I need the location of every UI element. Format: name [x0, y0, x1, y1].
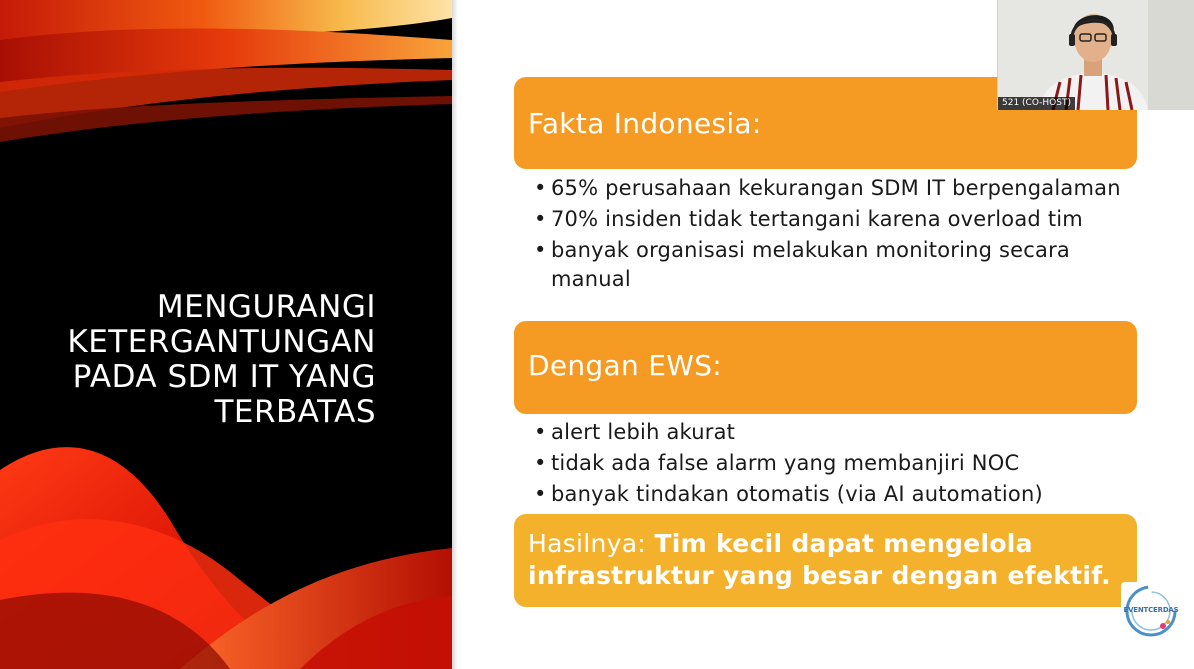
- slide-divider: [452, 0, 458, 669]
- list-item: • alert lebih akurat: [534, 418, 1134, 447]
- hasilnya-emphasis: Tim kecil dapat mengelola infrastruktur yang besar dengan efektif.: [528, 529, 1111, 590]
- list-item: • banyak organisasi melakukan monitoring secara manual: [534, 236, 1134, 294]
- eventcerdas-logo: [1121, 582, 1181, 640]
- list-item: • 65% perusahaan kekurangan SDM IT berpengalaman: [534, 174, 1134, 203]
- ews-heading: Dengan EWS:: [528, 349, 722, 382]
- list-item: • tidak ada false alarm yang membanjiri NOC: [534, 449, 1134, 478]
- slide-left-panel: [0, 0, 452, 669]
- fakta-bullet-list: [534, 174, 1134, 296]
- slide-title: MENGURANGI KETERGANTUNGAN PADA SDM IT YANG TERBATAS: [67, 289, 376, 430]
- list-item: • 70% insiden tidak tertangani karena overload tim: [534, 205, 1134, 234]
- fakta-heading: Fakta Indonesia:: [528, 107, 762, 140]
- logo-text: EVENTCERDAS: [1123, 606, 1179, 614]
- hasilnya-text: [528, 528, 1117, 592]
- presenter-video-icon: [998, 0, 1194, 110]
- participant-label: 521 (CO-HOST): [998, 97, 1075, 110]
- webcam-video-tile[interactable]: [997, 0, 1194, 110]
- dengan-ews-box: [514, 321, 1137, 414]
- hasilnya-box: [514, 514, 1137, 607]
- list-item: • banyak tindakan otomatis (via AI automation): [534, 480, 1134, 509]
- ews-bullet-list: [534, 418, 1134, 511]
- hasilnya-lead: Hasilnya:: [528, 529, 647, 558]
